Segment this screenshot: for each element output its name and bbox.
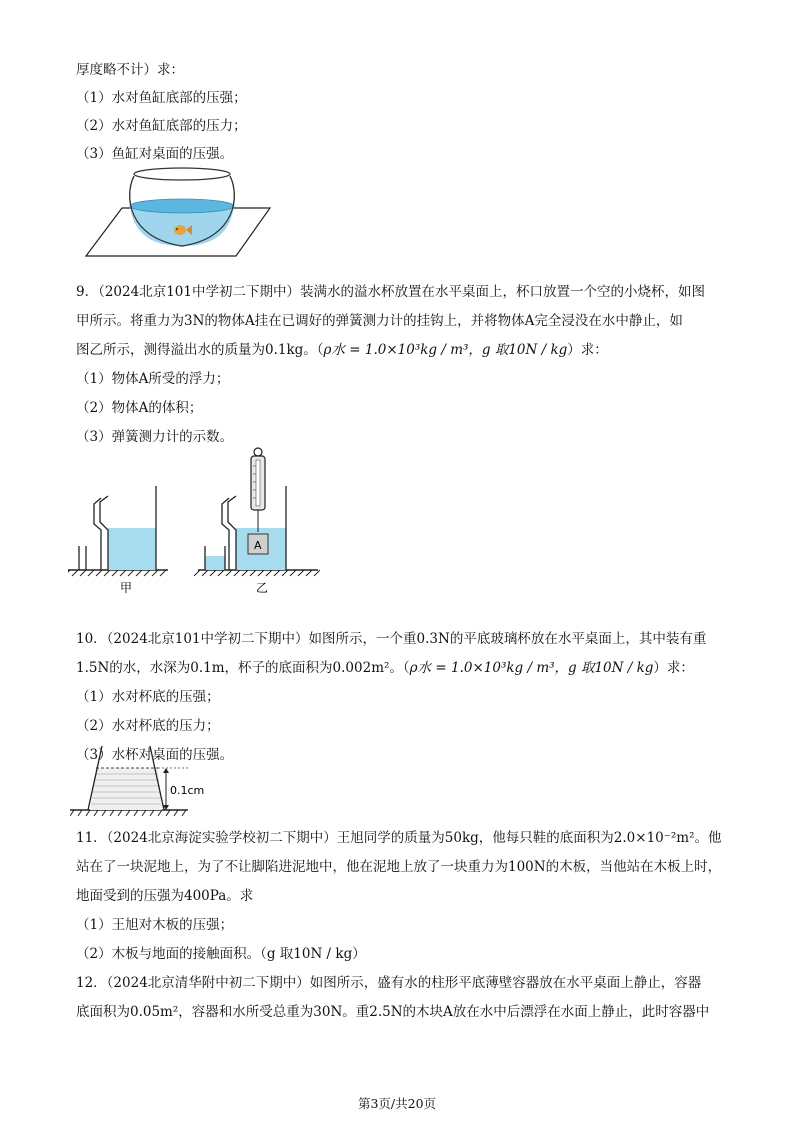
label-yi: 乙: [256, 581, 269, 595]
fish-tank-figure: [84, 166, 274, 258]
q10-sub1: （1）水对杯底的压强；: [76, 689, 220, 705]
q9-line1: 9．（2024北京101中学初二下期中）装满水的溢水杯放置在水平桌面上，杯口放置一个空的小烧杯，如图: [76, 284, 705, 300]
q11-line1: 11．（2024北京海淀实验学校初二下期中）王旭同学的质量为50kg，他每只鞋的底面积为2.0×10⁻²m²。他: [76, 830, 722, 846]
q12-line1: 12．（2024北京清华附中初二下期中）如图所示，盛有水的柱形平底薄壁容器放在水平桌面上静止，容器: [76, 975, 702, 991]
q10-sub3: （3）水杯对桌面的压强。: [76, 747, 234, 763]
q9-formula: ρ水 = 1.0×10³kg / m³，g 取10N / kg: [323, 342, 568, 358]
depth-label: 0.1cm: [170, 784, 205, 797]
q10-formula: ρ水 = 1.0×10³kg / m³，g 取10N / kg: [409, 660, 654, 676]
q11-sub2: （2）木板与地面的接触面积。（g 取10N / kg）: [76, 946, 366, 962]
q9-sub1: （1）物体A所受的浮力；: [76, 371, 230, 387]
q9-line3: 图乙所示，测得溢出水的质量为0.1kg。（ρ水 = 1.0×10³kg / m³，g 取10N / kg）求：: [76, 342, 608, 358]
q9-sub3: （3）弹簧测力计的示数。: [76, 429, 234, 445]
glass-cup-figure: [70, 742, 240, 818]
label-jia: 甲: [120, 581, 133, 595]
q8-sub3: （3）鱼缸对桌面的压强。: [76, 146, 234, 162]
q8-sub1: （1）水对鱼缸底部的压强；: [76, 90, 247, 106]
q10-sub2: （2）水对杯底的压力；: [76, 718, 220, 734]
q8-sub2: （2）水对鱼缸底部的压力；: [76, 118, 247, 134]
q11-sub1: （1）王旭对木板的压强；: [76, 917, 234, 933]
page-footer: 第3页/共20页: [357, 1096, 437, 1111]
q12-line2: 底面积为0.05m²，容器和水所受总重为30N。重2.5N的木块A放在水中后漂浮在水面上静止，此时容器中: [76, 1004, 710, 1020]
overflow-cup-figure: [68, 446, 330, 596]
q9-line2: 甲所示。将重力为3N的物体A挂在已调好的弹簧测力计的挂钩上，并将物体A完全浸没在水中静止，如: [76, 313, 683, 329]
q10-line2: 1.5N的水，水深为0.1m，杯子的底面积为0.002m²。（ρ水 = 1.0×10³kg / m³，g 取10N / kg）求：: [76, 660, 694, 676]
q10-line1: 10．（2024北京101中学初二下期中）如图所示，一个重0.3N的平底玻璃杯放在水平桌面上，其中装有重: [76, 631, 707, 647]
figure-jia: [68, 486, 168, 595]
q8-continuation: 厚度略不计）求：: [76, 62, 184, 78]
q11-line2: 站在了一块泥地上，为了不让脚陷进泥地中，他在泥地上放了一块重力为100N的木板，当他站在木板上时，: [76, 859, 722, 875]
label-object-a: A: [254, 539, 262, 552]
figure-yi: [194, 448, 320, 595]
q9-sub2: （2）物体A的体积；: [76, 400, 203, 416]
q11-line3: 地面受到的压强为400Pa。求: [76, 888, 254, 904]
